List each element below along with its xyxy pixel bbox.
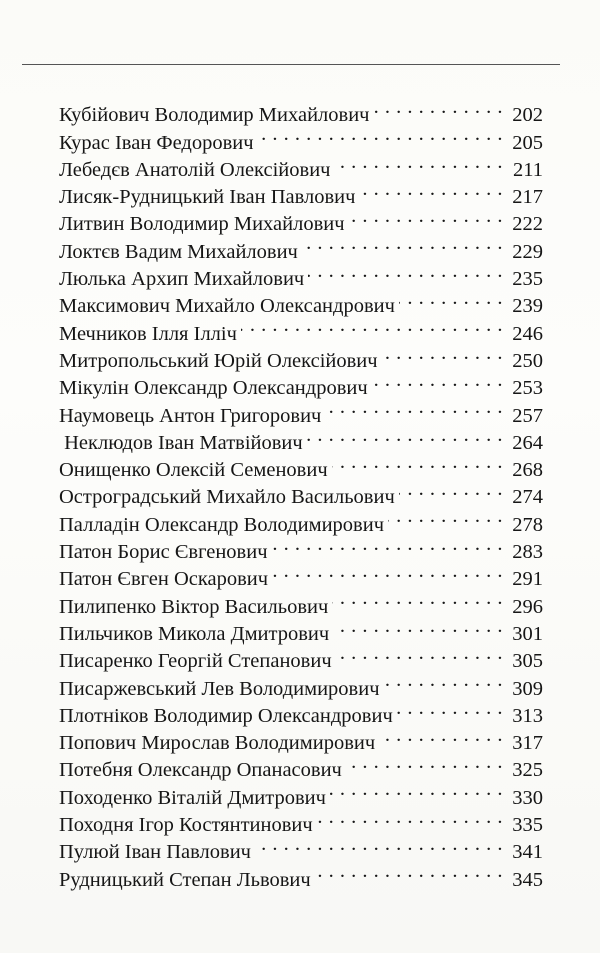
- toc-entry-name: Плотніков Володимир Олександрович: [59, 704, 393, 727]
- dot-leader: [382, 340, 503, 367]
- toc-entry-page-number: 296: [512, 595, 543, 618]
- toc-entry-page-number: 278: [512, 513, 543, 536]
- dot-leader: [330, 776, 503, 803]
- dot-leader: [388, 503, 503, 530]
- toc-entry-page-number: 253: [512, 377, 543, 400]
- toc-entry-name: Пулюй Іван Павлович: [59, 841, 251, 864]
- toc-entry-name: Патон Борис Євгенович: [59, 541, 268, 564]
- toc-entry-page-number: 257: [512, 404, 543, 427]
- toc-entry-name: Пильчиков Микола Дмитрович: [59, 622, 330, 645]
- toc-entry-name: Писаржевський Лев Володимирович: [59, 677, 380, 700]
- dot-leader: [399, 476, 503, 503]
- dot-leader: [258, 121, 503, 148]
- toc-entry: [59, 94, 543, 127]
- dot-leader: [384, 667, 503, 694]
- dot-leader: [379, 722, 503, 749]
- toc-entry-page-number: 291: [512, 568, 543, 591]
- toc-entry-page-number: 211: [513, 158, 543, 181]
- toc-entry-name: Лисяк-Рудницький Іван Павлович: [59, 186, 356, 209]
- dot-leader: [397, 695, 503, 722]
- dot-leader: [325, 394, 503, 421]
- toc-entry-page-number: 317: [512, 732, 543, 755]
- toc-entry-name: Лебедєв Анатолій Олексійович: [59, 158, 331, 181]
- toc-entry-page-number: 345: [512, 868, 543, 891]
- toc-entry-name: Пилипенко Віктор Васильович: [59, 595, 329, 618]
- toc-entry-page-number: 264: [512, 431, 543, 454]
- toc-entry-page-number: 313: [512, 704, 543, 727]
- dot-leader: [332, 585, 503, 612]
- toc-entry-page-number: 330: [512, 786, 543, 809]
- toc-entry-page-number: 205: [512, 131, 543, 154]
- toc-entry-name: Максимович Михайло Олександрович: [59, 295, 395, 318]
- toc-entry-page-number: 301: [512, 622, 543, 645]
- dot-leader: [372, 367, 503, 394]
- dot-leader: [307, 422, 503, 449]
- top-rule-divider: [22, 64, 560, 65]
- dot-leader: [346, 749, 503, 776]
- dot-leader: [359, 176, 503, 203]
- toc-entry-page-number: 229: [512, 240, 543, 263]
- toc-entry-page-number: 202: [512, 104, 543, 127]
- toc-entry-page-number: 325: [512, 759, 543, 782]
- toc-entry-page-number: 268: [512, 459, 543, 482]
- dot-leader: [255, 831, 503, 858]
- toc-entry-name: Кубійович Володимир Михайлович: [59, 104, 370, 127]
- table-of-contents: [59, 94, 543, 891]
- toc-entry-name: Остроградський Михайло Васильович: [59, 486, 395, 509]
- dot-leader: [334, 149, 503, 176]
- toc-entry-page-number: 246: [512, 322, 543, 345]
- dot-leader: [374, 94, 504, 121]
- dot-leader: [349, 203, 503, 230]
- toc-entry-name: Курас Іван Федорович: [59, 131, 254, 154]
- toc-entry-name: Потебня Олександр Опанасович: [59, 759, 342, 782]
- toc-entry-name: Писаренко Георгій Степанович: [59, 650, 332, 673]
- toc-entry-name: Неклюдов Іван Матвійович: [59, 431, 303, 454]
- dot-leader: [333, 613, 503, 640]
- toc-entry-name: Литвин Володимир Михайлович: [59, 213, 345, 236]
- dot-leader: [315, 858, 503, 885]
- toc-entry-page-number: 235: [512, 268, 543, 291]
- dot-leader: [302, 230, 503, 257]
- dot-leader: [241, 312, 503, 339]
- toc-entry-name: Попович Мирослав Володимирович: [59, 732, 376, 755]
- toc-entry-name: Рудницький Степан Львович: [59, 868, 311, 891]
- toc-entry-name: Походенко Віталій Дмитрович: [59, 786, 326, 809]
- toc-entry-name: Патон Євген Оскарович: [59, 568, 269, 591]
- toc-entry-name: Мечников Ілля Ілліч: [59, 322, 237, 345]
- toc-entry-name: Онищенко Олексій Семенович: [59, 459, 328, 482]
- toc-entry-name: Митропольський Юрій Олексійович: [59, 349, 378, 372]
- dot-leader: [317, 804, 503, 831]
- toc-entry-page-number: 335: [512, 814, 543, 837]
- toc-entry-name: Мікулін Олександр Олександрович: [59, 377, 368, 400]
- toc-entry-name: Люлька Архип Михайлович: [59, 268, 305, 291]
- dot-leader: [272, 531, 503, 558]
- toc-entry-page-number: 250: [512, 349, 543, 372]
- dot-leader: [336, 640, 503, 667]
- toc-entry-name: Локтєв Вадим Михайлович: [59, 240, 298, 263]
- toc-entry-name: Палладін Олександр Володимирович: [59, 513, 385, 536]
- toc-entry-page-number: 222: [512, 213, 543, 236]
- toc-entry-page-number: 239: [512, 295, 543, 318]
- toc-entry-name: Походня Ігор Костянтинович: [59, 814, 313, 837]
- toc-entry-page-number: 341: [512, 841, 543, 864]
- toc-entry-page-number: 217: [512, 186, 543, 209]
- dot-leader: [272, 558, 503, 585]
- toc-entry-page-number: 283: [512, 541, 543, 564]
- toc-entry-page-number: 274: [512, 486, 543, 509]
- dot-leader: [332, 449, 503, 476]
- toc-entry-page-number: 309: [512, 677, 543, 700]
- toc-entry-name: Наумовець Антон Григорович: [59, 404, 322, 427]
- toc-entry-page-number: 305: [512, 650, 543, 673]
- dot-leader: [399, 285, 503, 312]
- dot-leader: [308, 258, 503, 285]
